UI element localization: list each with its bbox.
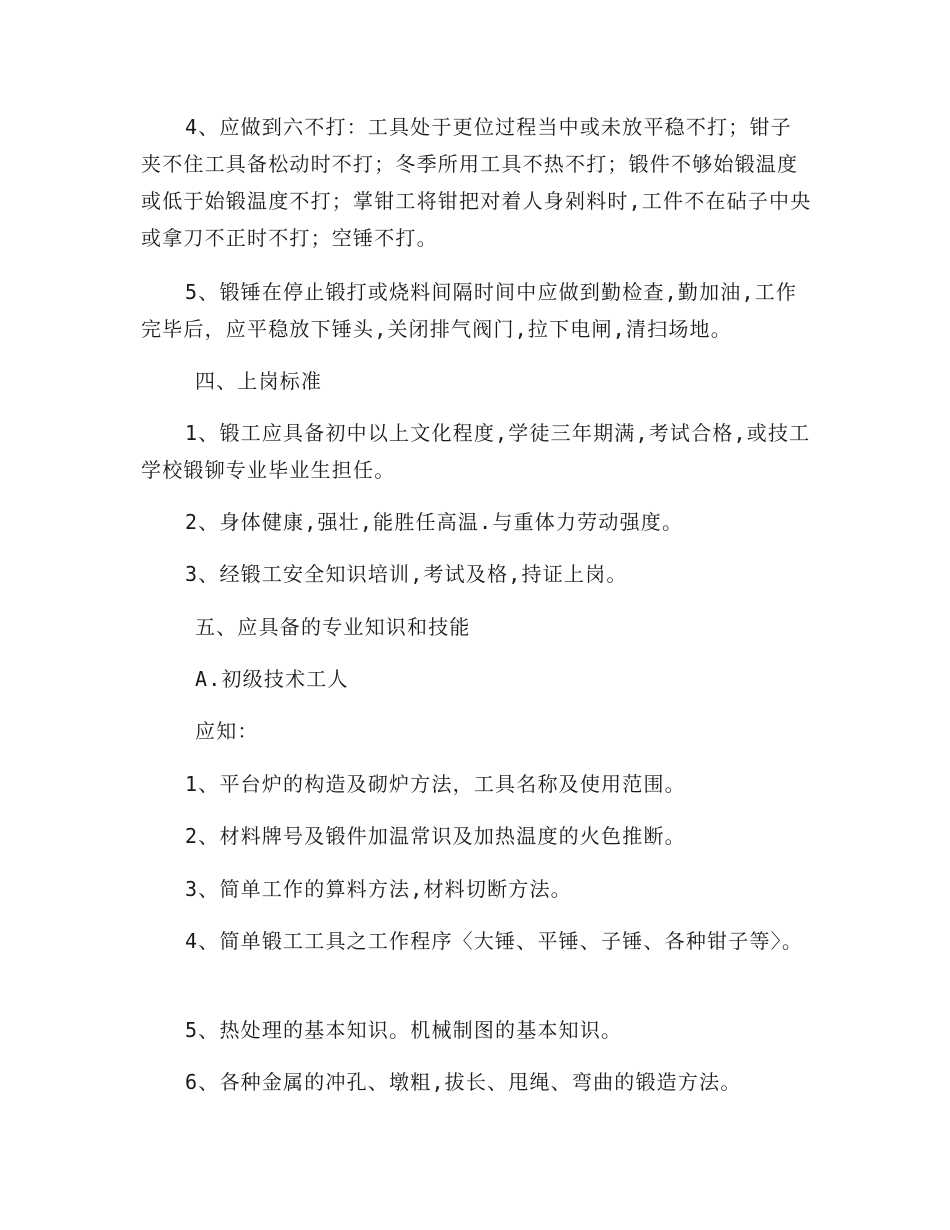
level-heading-a: A.初级技术工人: [195, 667, 349, 691]
paragraph-section4-item-3: 3、经锻工安全知识培训,考试及格,持证上岗。: [185, 562, 628, 586]
paragraph-item-4-six-not-strike: 4、应做到六不打：工具处于更位过程当中或未放平稳不打；钳子夹不住工具备松动时不打；冬季所用工具不热不打；锻件不够始锻温度或低于始锻温度不打；掌钳工将钳把对着人身剁料时,工件不在砧子中央或拿刀不正时不打；空锤不打。: [141, 115, 812, 250]
knowledge-item-1: 1、平台炉的构造及砌炉方法，工具名称及使用范围。: [185, 772, 686, 796]
section-heading-4: 四、上岗标准: [195, 369, 323, 393]
knowledge-item-3: 3、简单工作的算料方法,材料切断方法。: [185, 877, 572, 901]
knowledge-item-4: 4、简单锻工工具之工作程序〈大锤、平锤、子锤、各种钳子等〉。: [185, 929, 804, 953]
paragraph-section4-item-2: 2、身体健康,强壮,能胜任高温.与重体力劳动强度。: [185, 510, 684, 534]
knowledge-item-6: 6、各种金属的冲孔、墩粗,拔长、甩绳、弯曲的锻造方法。: [185, 1070, 742, 1094]
knowledge-item-2: 2、材料牌号及锻件加温常识及加热温度的火色推断。: [185, 824, 686, 848]
paragraph-section4-item-1: 1、锻工应具备初中以上文化程度,学徒三年期满,考试合格,或技工学校锻铆专业毕业生担任。: [141, 421, 811, 482]
paragraph-item-5-hammer-stop: 5、锻锤在停止锻打或烧料间隔时间中应做到勤检查,勤加油,工作完毕后，应平稳放下锤头,关闭排气阀门,拉下电闸,清扫场地。: [141, 280, 798, 341]
should-know-heading: 应知：: [195, 719, 259, 743]
section-heading-5: 五、应具备的专业知识和技能: [195, 615, 471, 639]
knowledge-item-5: 5、热处理的基本知识。机械制图的基本知识。: [185, 1018, 623, 1042]
